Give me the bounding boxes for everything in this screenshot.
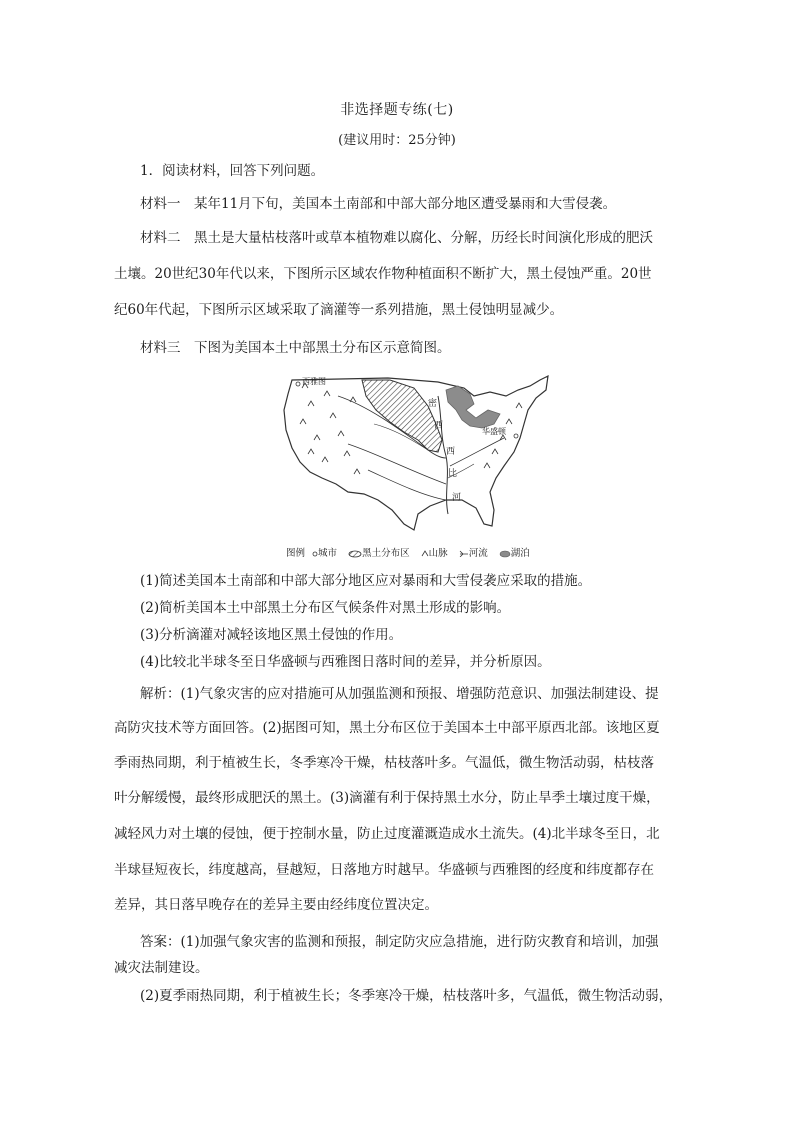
material-1: 材料一 某年11月下旬，美国本土南部和中部大部分地区遭受暴雨和大雪侵袭。 — [140, 196, 617, 212]
legend-mountain: 山脉 — [421, 545, 452, 559]
answer-line-2: 减灾法制建设。 — [114, 960, 209, 976]
subquestion-4: (4)比较北半球冬至日华盛顿与西雅图日落时间的差异，并分析原因。 — [140, 654, 551, 670]
subquestion-3: (3)分析滴灌对减轻该地区黑土侵蚀的作用。 — [140, 627, 403, 643]
page-title: 非选择题专练(七) — [340, 102, 454, 118]
legend-lake: 湖泊 — [499, 545, 534, 559]
analysis-line-5: 减轻风力对土壤的侵蚀，便于控制水量，防止过度灌溉造成水土流失。(4)北半球冬至日，北 — [114, 826, 660, 842]
map-svg — [278, 366, 562, 538]
river-char-5: 河 — [452, 493, 462, 503]
question-intro: 1．阅读材料，回答下列问题。 — [140, 163, 325, 179]
river-char-2: 西 — [434, 421, 444, 431]
legend-city: 城市 — [312, 545, 341, 559]
river-char-3: 西 — [446, 447, 456, 457]
answer-line-1: 答案：(1)加强气象灾害的监测和预报，制定防灾应急措施，进行防灾教育和培训，加强 — [140, 934, 659, 950]
analysis-line-4: 叶分解缓慢，最终形成肥沃的黑土。(3)滴灌有利于保持黑土水分，防止旱季土壤过度干燥， — [114, 790, 660, 806]
subquestion-2: (2)简析美国本土中部黑土分布区气候条件对黑土形成的影响。 — [140, 600, 511, 616]
mountain-icon — [421, 550, 429, 557]
subquestion-1: (1)简述美国本土南部和中部大部分地区应对暴雨和大雪侵袭应采取的措施。 — [140, 573, 592, 589]
material-2-line-1: 材料二 黑土是大量枯枝落叶或草本植物难以腐化、分解，历经长时间演化形成的肥沃 — [140, 230, 653, 246]
analysis-line-2: 高防灾技术等方面回答。(2)据图可知，黑土分布区位于美国本土中部平原西北部。该地区夏 — [114, 720, 660, 736]
river-char-4: 比 — [448, 469, 458, 479]
seattle-dot — [296, 382, 300, 386]
river-icon — [459, 550, 469, 557]
seattle-label: 西雅图 — [302, 377, 326, 386]
analysis-line-7: 差异，其日落早晚存在的差异主要由经纬度位置决定。 — [114, 897, 438, 913]
material-2-line-3: 纪60年代起，下图所示区域采取了滴灌等一系列措施，黑土侵蚀明显减少。 — [114, 302, 564, 318]
black-soil-swatch-icon — [348, 550, 362, 558]
analysis-line-1: 解析：(1)气象灾害的应对措施可从加强监测和预报、增强防范意识、加强法制建设、提 — [140, 686, 659, 702]
material-2-line-2: 土壤。20世纪30年代以来，下图所示区域农作物种植面积不断扩大，黑土侵蚀严重。20世 — [114, 266, 652, 282]
analysis-line-6: 半球昼短夜长，纬度越高，昼越短，日落地方时越早。华盛顿与西雅图的经度和纬度都存在 — [114, 862, 654, 878]
washington-dot — [514, 434, 518, 438]
river-char-1: 密 — [428, 399, 438, 409]
washington-label: 华盛顿 — [482, 427, 506, 436]
analysis-line-3: 季雨热同期，利于植被生长，冬季寒冷干燥，枯枝落叶多。气温低，微生物活动弱，枯枝落 — [114, 755, 654, 771]
material-3: 材料三 下图为美国本土中部黑土分布区示意简图。 — [140, 340, 451, 356]
map-legend — [286, 545, 538, 559]
legend-river: 河流 — [459, 545, 492, 559]
answer-line-3: (2)夏季雨热同期，利于植被生长；冬季寒冷干燥，枯枝落叶多，气温低，微生物活动弱， — [140, 988, 673, 1004]
lake-icon — [499, 550, 511, 558]
legend-title: 图例 — [286, 548, 306, 559]
time-suggestion: (建议用时：25分钟) — [338, 133, 456, 148]
legend-black-soil: 黑土分布区 — [348, 545, 414, 559]
us-black-soil-map — [278, 366, 562, 538]
